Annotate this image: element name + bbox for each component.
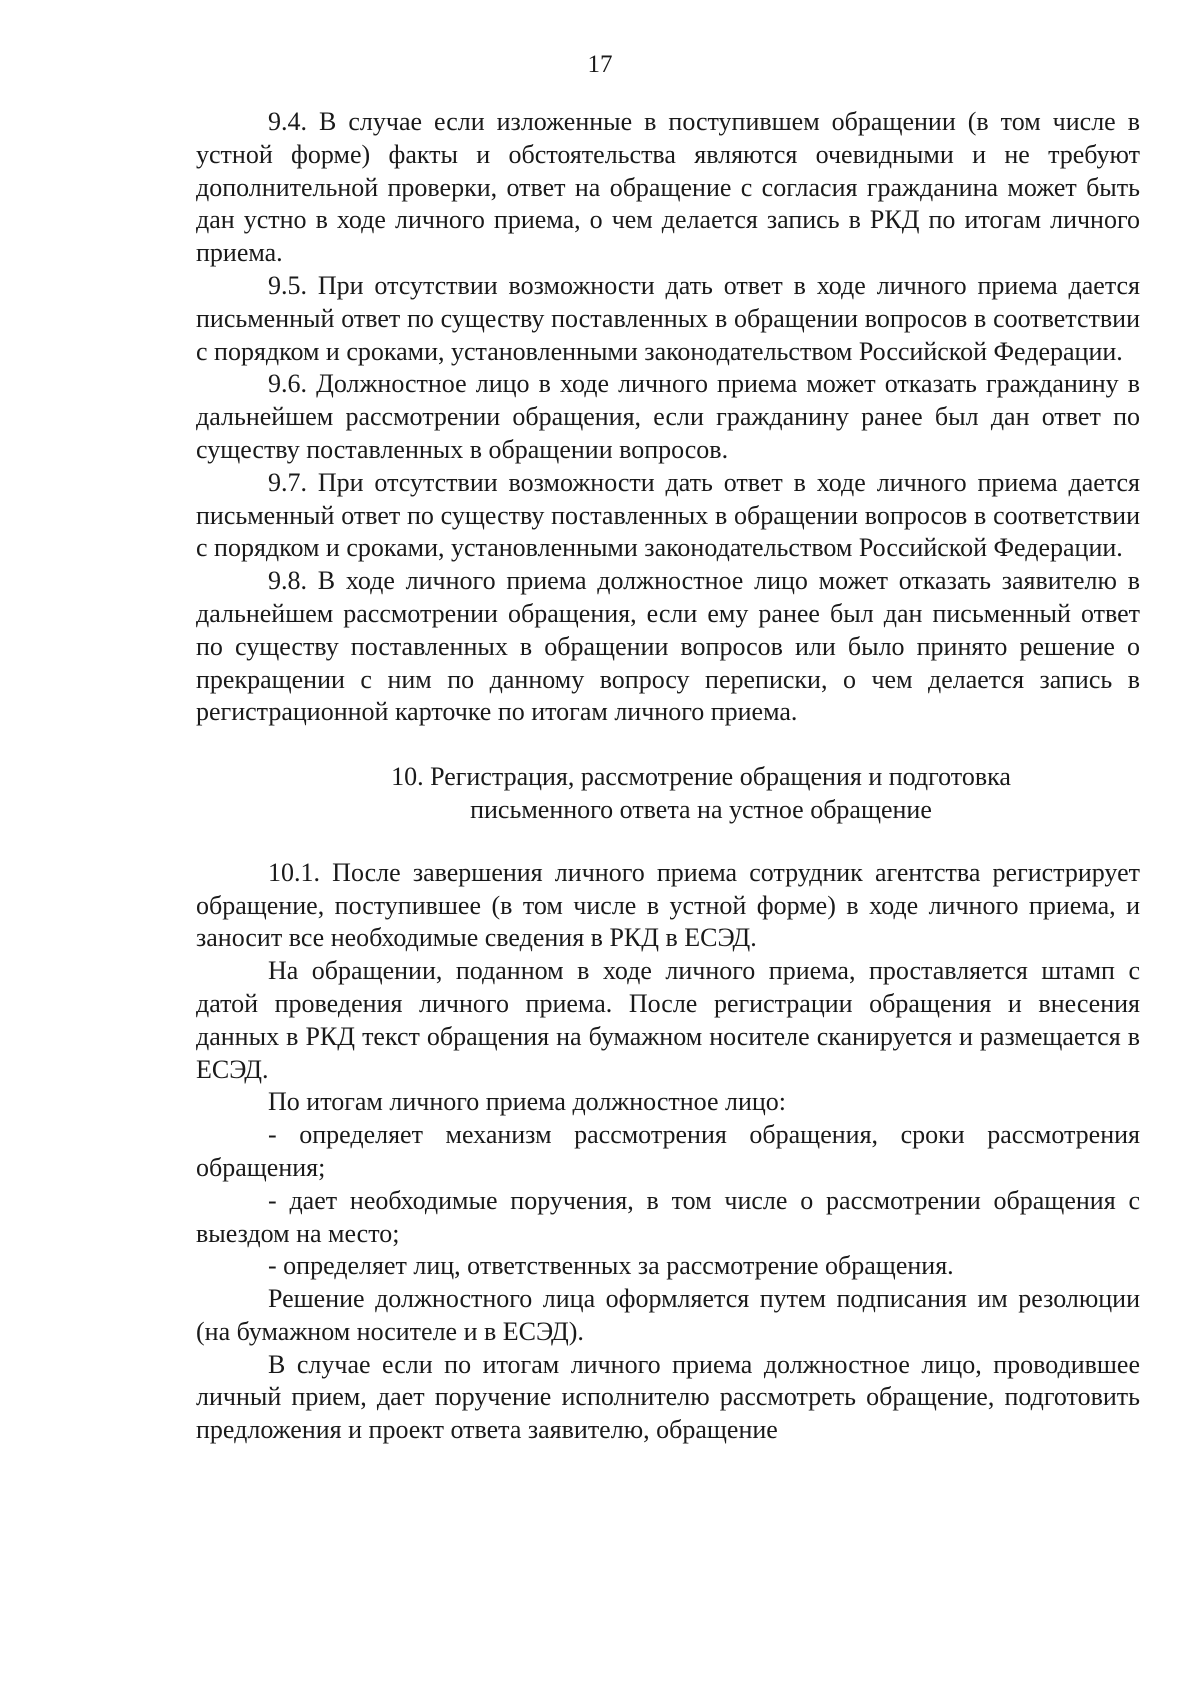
section-heading-line-2: письменного ответа на устное обращение (470, 794, 932, 824)
list-item-instructions: - дает необходимые поручения, в том числе о рассмотрении обращения с выездом на место; (196, 1185, 1140, 1248)
paragraph-9-5: 9.5. При отсутствии возможности дать ответ в ходе личного приема дается письменный ответ по существу поставленных в обращении вопросов в соответствии с порядком и сроками, установленными законодательством Российской Федерации. (196, 270, 1140, 366)
list-item-responsible: - определяет лиц, ответственных за рассмотрение обращения. (268, 1251, 954, 1281)
paragraph-9-7: 9.7. При отсутствии возможности дать ответ в ходе личного приема дается письменный ответ по существу поставленных в обращении вопросов в соответствии с порядком и сроками, установленными законодательством Российской Федерации. (196, 467, 1140, 563)
paragraph-9-4: 9.4. В случае если изложенные в поступившем обращении (в том числе в устной форме) факты и обстоятельства являются очевидными и не требуют дополнительной проверки, ответ на обращение с согласия гражданина может быть дан устно в ходе личного приема, о чем делается запись в РКД по итогам личного приема. (196, 107, 1140, 268)
paragraph-resolution: Решение должностного лица оформляется путем подписания им резолюции (на бумажном носителе и в ЕСЭД). (196, 1284, 1140, 1346)
list-item-mechanism: - определяет механизм рассмотрения обращения, сроки рассмотрения обращения; (196, 1120, 1140, 1182)
paragraph-9-6: 9.6. Должностное лицо в ходе личного приема может отказать гражданину в дальнейшем рассмотрении обращения, если гражданину ранее был дан ответ по существу поставленных в обращении вопросов. (196, 369, 1140, 464)
paragraph-assignment: В случае если по итогам личного приема должностное лицо, проводившее личный прием, дает поручение исполнителю рассмотреть обращение, подготовить предложения и проект ответа заявителю, обращение (196, 1349, 1140, 1445)
document-body (196, 106, 1140, 1447)
paragraph-10-1: 10.1. После завершения личного приема сотрудник агентства регистрирует обращение, поступившее (в том числе в устной форме) в ходе личного приема, и заносит все необходимые сведения в РКД в ЕСЭД. (196, 857, 1140, 953)
section-heading-line-1: 10. Регистрация, рассмотрение обращения и подготовка (391, 762, 1011, 792)
paragraph-results-intro: По итогам личного приема должностное лицо: (268, 1087, 787, 1117)
section-heading (196, 761, 1140, 827)
paragraph-9-8: 9.8. В ходе личного приема должностное лицо может отказать заявителю в дальнейшем рассмотрении обращения, если ему ранее был дан письменный ответ по существу поставленных в обращении вопросов или было принято решение о прекращении с ним по данному вопросу переписки, о чем делается запись в регистрационной карточке по итогам личного приема. (196, 566, 1140, 727)
page-number: 17 (587, 51, 613, 78)
paragraph-stamp: На обращении, поданном в ходе личного приема, проставляется штамп с датой проведения личного приема. После регистрации обращения и внесения данных в РКД текст обращения на бумажном носителе сканируется и размещается в ЕСЭД. (196, 956, 1140, 1084)
